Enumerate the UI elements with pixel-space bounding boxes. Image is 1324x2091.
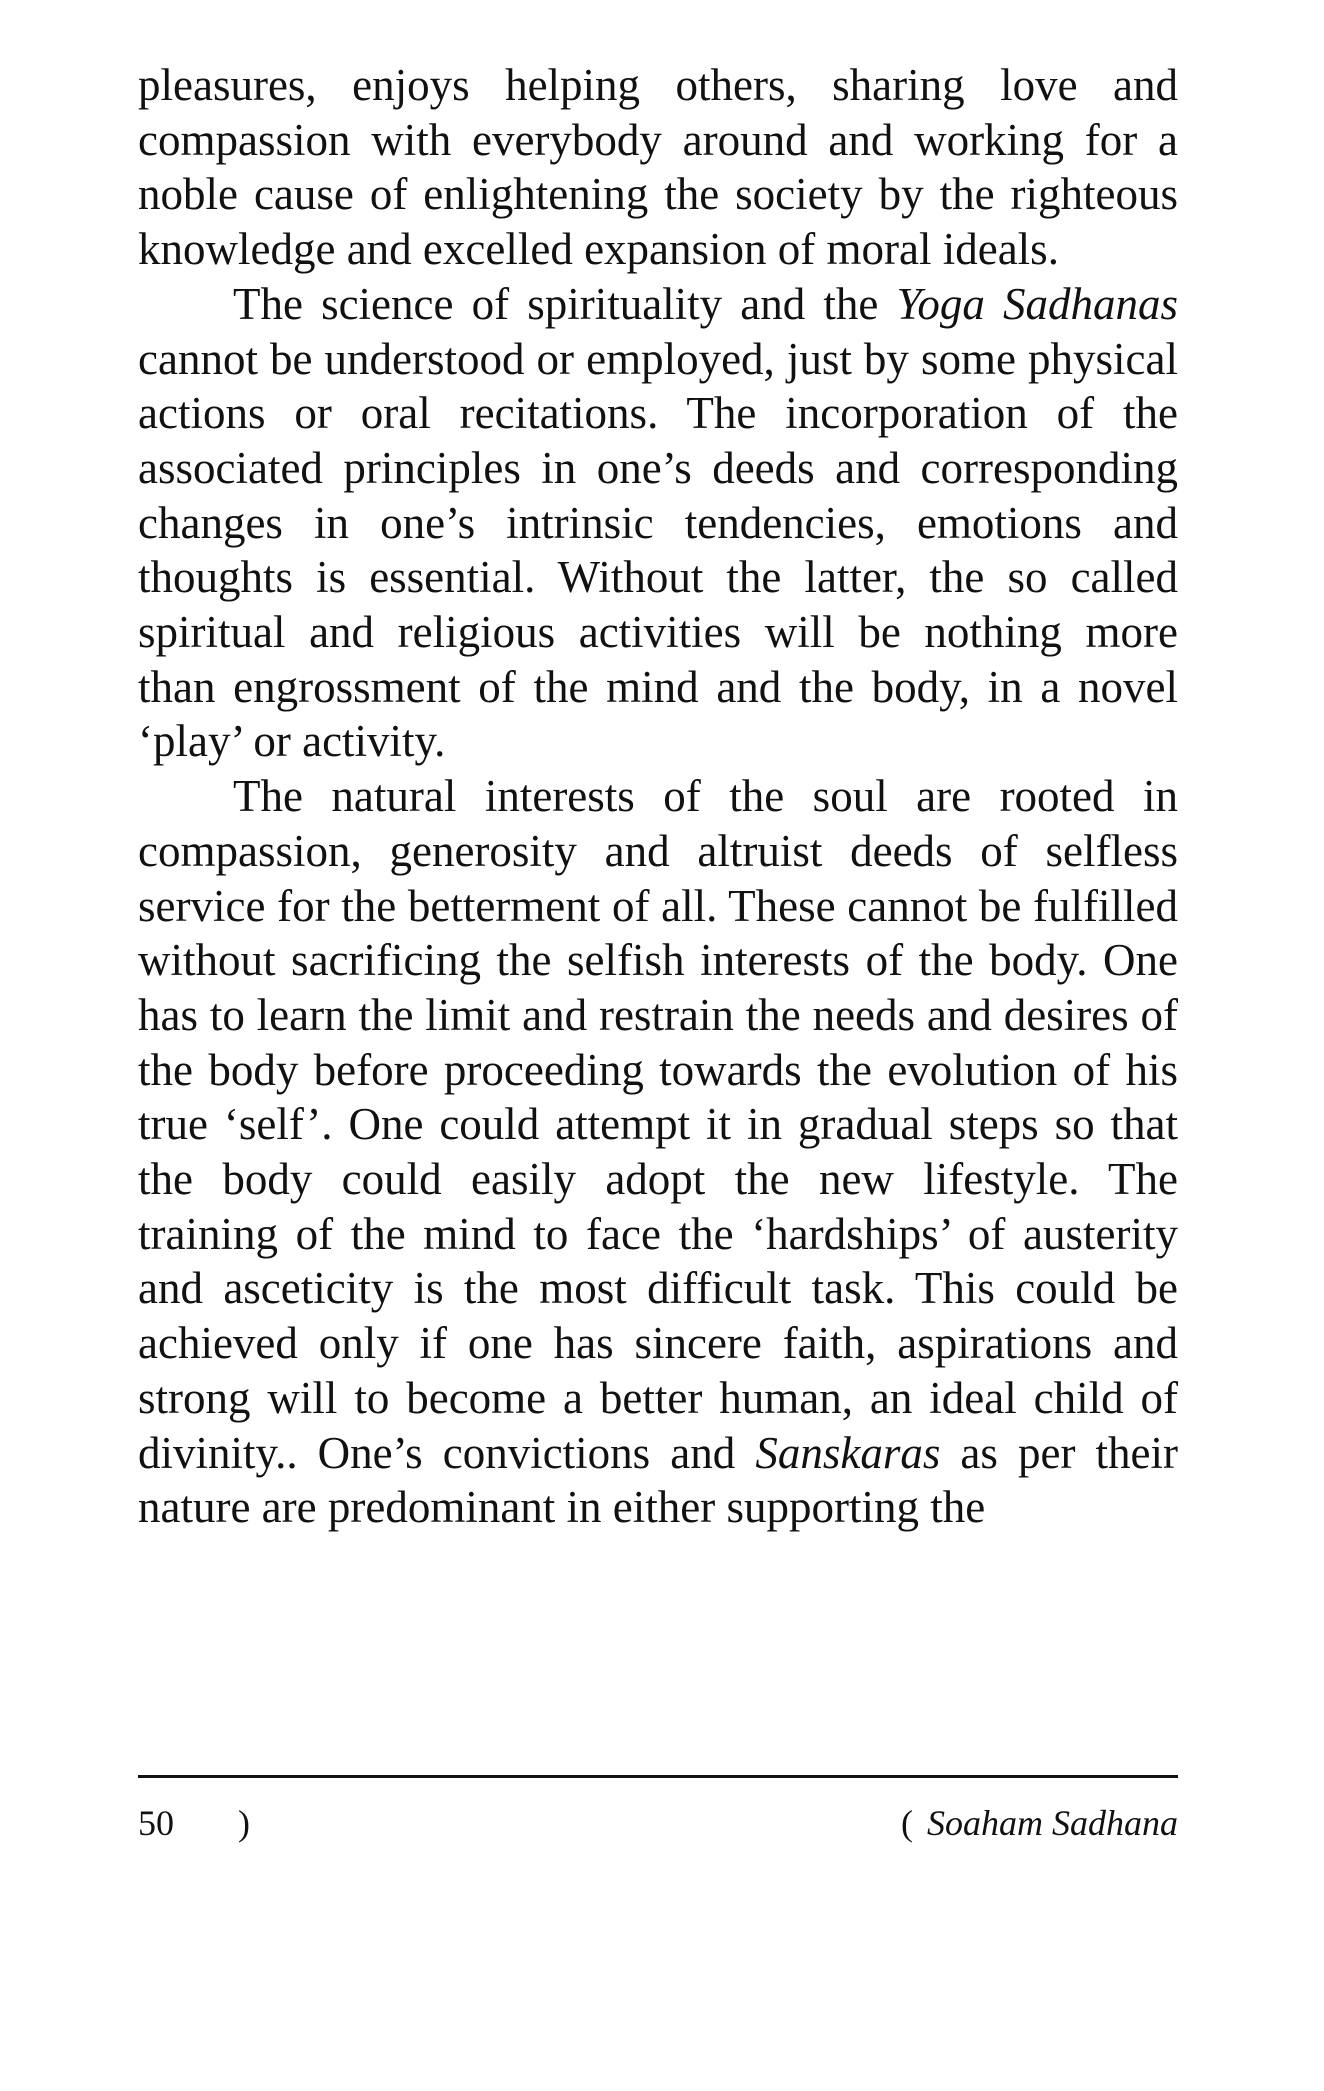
running-title-text: Soaham Sadhana — [927, 1803, 1178, 1843]
running-title-paren: ( — [901, 1803, 913, 1843]
text-run: as per their nature are predominant in either supporting the — [138, 1427, 1178, 1533]
text-run: pleasures, enjoys helping others, sharing love and compassion with everybody around and working for a noble cause of enlightening the society by the righteous knowledge and excelled expansion of moral ideals. — [138, 60, 1178, 275]
italic-term: Yoga Sadhanas — [896, 278, 1178, 329]
page-number-paren: ) — [238, 1803, 250, 1843]
text-run: The natural interests of the soul are rooted in compassion, generosity and altruist deeds of selfless service for the betterment of all. These cannot be fulfilled without sacrificing the selfish interests of the body. One has to learn the limit and restrain the needs and desires of the body before proceeding towards the evolution of his true ‘self’. One could attempt it in gradual steps so that the body could easily adopt the new lifestyle. The training of the mind to face the ‘hardships’ of austerity and asceticity is the most difficult task. This could be achieved only if one has sincere faith, aspirations and strong will to become a better human, an ideal child of divinity.. One’s convictions and — [138, 771, 1178, 1478]
page-number: 50 — [138, 1803, 174, 1843]
paragraph — [138, 277, 1178, 769]
italic-term: Sanskaras — [755, 1427, 941, 1478]
running-title — [901, 1798, 1178, 1848]
paragraph — [138, 769, 1178, 1535]
text-run: cannot be understood or employed, just by some physical actions or oral recitations. The incorporation of the associated principles in one’s deeds and corresponding changes in one’s intrinsic tendencies, emotions and thoughts is essential. Without the latter, the so called spiritual and religious activities will be nothing more than engrossment of the mind and the body, in a novel ‘play’ or activity. — [138, 333, 1178, 767]
text-run: The science of spirituality and the — [233, 278, 897, 329]
page-footer — [138, 1798, 1178, 1848]
footer-rule — [138, 1775, 1178, 1778]
body-text — [138, 58, 1178, 1535]
paragraph — [138, 58, 1178, 277]
